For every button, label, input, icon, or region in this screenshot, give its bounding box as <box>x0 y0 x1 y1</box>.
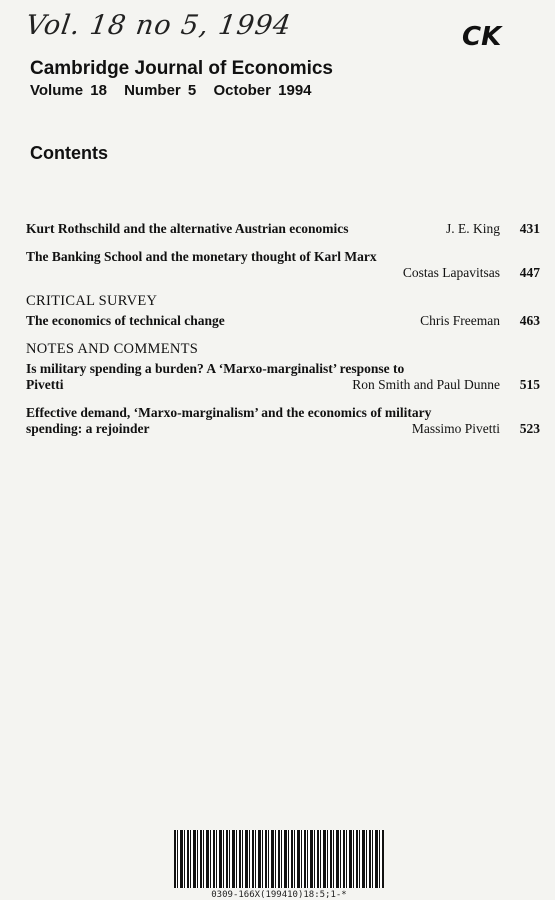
entry-title-line1: Is military spending a burden? A ‘Marxo-marginalist’ response to <box>26 361 405 376</box>
entry-title-line2: Pivetti <box>26 377 64 392</box>
entry-author: Chris Freeman <box>420 313 500 328</box>
entry-author: Massimo Pivetti <box>411 421 500 436</box>
entry-title: The economics of technical change <box>26 313 225 328</box>
toc-entry[interactable] <box>26 313 540 329</box>
entry-page: 523 <box>519 421 540 436</box>
entry-author: Ron Smith and Paul Dunne <box>352 377 500 392</box>
volume: Volume 18 <box>30 82 107 99</box>
entry-title: The Banking School and the monetary thought of Karl Marx <box>26 249 377 264</box>
section-heading: CRITICAL SURVEY <box>26 293 158 309</box>
toc-entry[interactable] <box>26 405 540 437</box>
toc-entry[interactable] <box>26 361 540 393</box>
issue-info <box>30 82 322 99</box>
toc-entry[interactable] <box>26 221 540 237</box>
entry-page: 447 <box>519 265 540 280</box>
entry-title-line1: Effective demand, ‘Marxo-marginalism’ and the economics of military <box>26 405 432 420</box>
number: Number 5 <box>124 82 197 99</box>
entry-author: J. E. King <box>446 221 500 236</box>
entry-title-line2: spending: a rejoinder <box>26 421 150 436</box>
contents-heading: Contents <box>30 143 108 163</box>
library-mark: CK <box>462 22 502 52</box>
section-heading: NOTES AND COMMENTS <box>26 341 199 357</box>
entry-title: Kurt Rothschild and the alternative Austrian economics <box>26 221 349 236</box>
entry-page: 515 <box>519 377 540 392</box>
entry-page: 463 <box>519 313 540 328</box>
entry-author: Costas Lapavitsas <box>402 265 500 280</box>
barcode-number: 0309-166X(199410)18:5;1-* <box>211 890 347 900</box>
barcode-image <box>174 830 384 888</box>
table-of-contents <box>26 221 540 449</box>
toc-entry[interactable] <box>26 249 540 281</box>
entry-page: 431 <box>519 221 540 236</box>
handwritten-annotation: Vol. 18 no 5, 1994 <box>23 10 294 41</box>
date: October 1994 <box>213 82 312 99</box>
journal-title: Cambridge Journal of Economics <box>30 58 333 79</box>
